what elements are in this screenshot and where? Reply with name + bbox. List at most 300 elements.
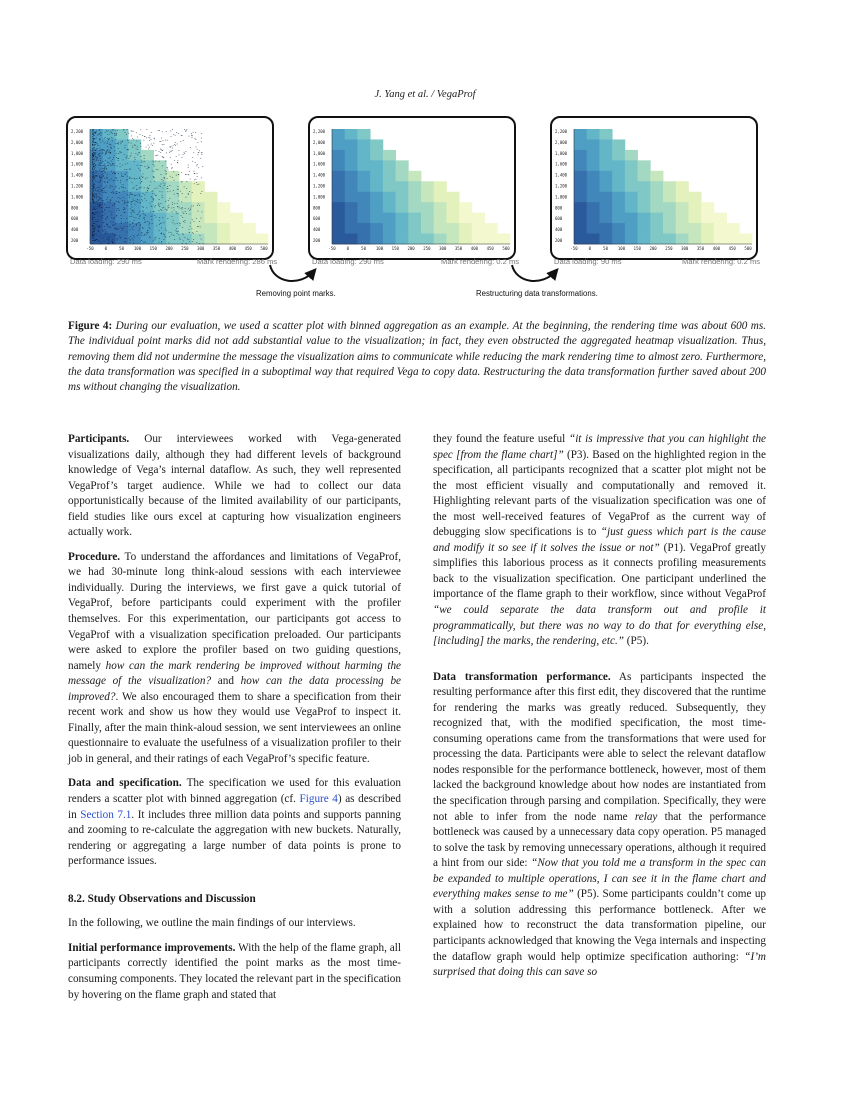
figure-link[interactable]: Figure 4 — [299, 793, 338, 806]
scatter-point — [95, 153, 96, 154]
scatter-point — [195, 132, 196, 133]
section-link[interactable]: Section 7.1 — [80, 808, 132, 821]
scatter-point — [125, 222, 126, 223]
heatmap-cell — [204, 234, 217, 245]
scatter-point — [115, 223, 116, 224]
heatmap-cell — [421, 223, 434, 234]
scatter-point — [147, 166, 148, 167]
scatter-point — [159, 199, 160, 200]
scatter-point — [119, 236, 120, 237]
scatter-point — [109, 227, 110, 228]
scatter-point — [126, 226, 127, 227]
scatter-point — [121, 223, 122, 224]
scatter-point — [144, 222, 145, 223]
scatter-point — [184, 152, 185, 153]
scatter-point — [104, 241, 105, 242]
scatter-point — [147, 191, 148, 192]
scatter-point — [96, 225, 97, 226]
heatmap-cell — [357, 139, 370, 150]
scatter-point — [159, 230, 160, 231]
scatter-point — [92, 218, 93, 219]
scatter-point — [95, 175, 96, 176]
heatmap-cell — [383, 223, 396, 234]
heatmap-cell — [345, 139, 358, 150]
y-tick-label: 2,000 — [313, 139, 326, 145]
scatter-point — [124, 148, 125, 149]
scatter-point — [169, 147, 170, 148]
scatter-point — [111, 132, 112, 133]
scatter-point — [93, 131, 94, 132]
scatter-point — [146, 232, 147, 233]
scatter-point — [101, 190, 102, 191]
scatter-point — [135, 195, 136, 196]
scatter-point — [100, 179, 101, 180]
scatter-point — [173, 235, 174, 236]
scatter-point — [109, 163, 110, 164]
scatter-point — [103, 201, 104, 202]
heatmap-cell — [357, 234, 370, 245]
scatter-point — [144, 198, 145, 199]
scatter-point — [94, 233, 95, 234]
heatmap-cell — [459, 223, 472, 234]
heatmap-cell — [638, 181, 651, 192]
scatter-point — [106, 178, 107, 179]
scatter-point — [134, 220, 135, 221]
heatmap-cell — [587, 192, 600, 203]
scatter-point — [97, 216, 98, 217]
scatter-point — [136, 225, 137, 226]
scatter-point — [166, 131, 167, 132]
scatter-point — [127, 163, 128, 164]
scatter-point — [120, 182, 121, 183]
heatmap-cell — [357, 192, 370, 203]
scatter-point — [159, 218, 160, 219]
scatter-point — [134, 161, 135, 162]
scatter-point — [107, 150, 108, 151]
scatter-point — [93, 172, 94, 173]
heatmap-cell — [383, 171, 396, 182]
scatter-point — [190, 223, 191, 224]
scatter-point — [131, 194, 132, 195]
scatter-point — [179, 226, 180, 227]
scatter-point — [95, 132, 96, 133]
heatmap-cell — [90, 181, 103, 192]
scatter-point — [109, 202, 110, 203]
scatter-point — [133, 240, 134, 241]
scatter-point — [175, 145, 176, 146]
scatter-point — [137, 137, 138, 138]
paragraph-text: and — [217, 675, 234, 688]
scatter-point — [92, 145, 93, 146]
scatter-point — [96, 197, 97, 198]
scatter-point — [92, 233, 93, 234]
scatter-point — [192, 232, 193, 233]
scatter-point — [93, 178, 94, 179]
scatter-point — [146, 129, 147, 130]
scatter-point — [131, 143, 132, 144]
scatter-point — [92, 236, 93, 237]
scatter-point — [107, 146, 108, 147]
scatter-point — [174, 194, 175, 195]
scatter-point — [96, 160, 97, 161]
scatter-point — [129, 242, 130, 243]
scatter-point — [115, 139, 116, 140]
scatter-point — [176, 213, 177, 214]
scatter-point — [113, 157, 114, 158]
paragraph-text: To understand the affordances and limitations of VegaProf, we had 30-minute long think-aloud sessions with each interviewee individually. During the interviews, we first gave a quick tutorial of VegaProf, before participants could experiment with the profiler themselves. For this experimentation, our participants got access to VegaProf with a visualization specification preloaded. Our participants were asked to explore the profiler based on two guiding questions, namely — [68, 550, 401, 672]
scatter-point — [92, 194, 93, 195]
scatter-point — [195, 162, 196, 163]
scatter-point — [93, 182, 94, 183]
heatmap-cell — [408, 202, 421, 213]
heatmap-cell — [650, 223, 663, 234]
scatter-point — [133, 140, 134, 141]
scatter-point — [114, 180, 115, 181]
scatter-point — [182, 181, 183, 182]
scatter-point — [92, 148, 93, 149]
heatmap-cell — [638, 160, 651, 171]
scatter-point — [117, 143, 118, 144]
scatter-point — [130, 239, 131, 240]
scatter-point — [149, 237, 150, 238]
scatter-point — [188, 165, 189, 166]
scatter-point — [125, 145, 126, 146]
heatmap-cell — [650, 181, 663, 192]
heatmap-cell — [179, 181, 192, 192]
scatter-point — [112, 197, 113, 198]
scatter-point — [109, 201, 110, 202]
scatter-point — [179, 208, 180, 209]
scatter-point — [104, 182, 105, 183]
heatmap-cell — [599, 223, 612, 234]
scatter-point — [94, 163, 95, 164]
heatmap-cell — [370, 234, 383, 245]
scatter-point — [108, 140, 109, 141]
scatter-point — [108, 242, 109, 243]
scatter-point — [123, 197, 124, 198]
scatter-point — [112, 205, 113, 206]
scatter-point — [108, 243, 109, 244]
scatter-point — [189, 214, 190, 215]
scatter-point — [100, 191, 101, 192]
scatter-point — [93, 240, 94, 241]
heatmap-cell — [103, 223, 116, 234]
figure-label: Figure 4: — [68, 320, 113, 332]
scatter-point — [140, 134, 141, 135]
heatmap-chart-optimized — [552, 118, 758, 260]
heatmap-cell — [408, 192, 421, 203]
scatter-point — [144, 195, 145, 196]
scatter-point — [103, 149, 104, 150]
scatter-point — [202, 166, 203, 167]
scatter-point — [97, 228, 98, 229]
scatter-point — [148, 232, 149, 233]
scatter-point — [188, 194, 189, 195]
heatmap-cell — [128, 150, 141, 161]
scatter-point — [106, 224, 107, 225]
scatter-point — [167, 140, 168, 141]
scatter-point — [105, 167, 106, 168]
panel-2-data-loading: Data loading: 290 ms — [312, 257, 384, 266]
y-tick-label: 1,400 — [313, 172, 326, 178]
paragraph-participants — [68, 432, 401, 541]
scatter-point — [199, 205, 200, 206]
heatmap-cell — [383, 192, 396, 203]
scatter-point — [97, 159, 98, 160]
paragraph-text: (P1). VegaProf greatly simplifies this laborious process as it connects profiling measurements back to the visualization specification. One participant underlined the importance of the flame graph to their workflow, since without VegaProf — [433, 541, 766, 601]
scatter-point — [113, 129, 114, 130]
scatter-point — [102, 204, 103, 205]
heatmap-cell — [357, 160, 370, 171]
scatter-point — [164, 178, 165, 179]
y-tick-label: 600 — [313, 216, 321, 222]
scatter-point — [96, 187, 97, 188]
scatter-point — [122, 191, 123, 192]
scatter-point — [127, 222, 128, 223]
heatmap-cell — [434, 181, 447, 192]
scatter-point — [186, 129, 187, 130]
scatter-point — [96, 176, 97, 177]
scatter-point — [154, 211, 155, 212]
scatter-point — [158, 242, 159, 243]
heatmap-cell — [714, 223, 727, 234]
scatter-point — [129, 177, 130, 178]
scatter-point — [125, 238, 126, 239]
scatter-point — [139, 211, 140, 212]
figure-panel-2 — [308, 116, 516, 260]
scatter-point — [149, 228, 150, 229]
scatter-point — [191, 206, 192, 207]
scatter-point — [143, 193, 144, 194]
scatter-point — [176, 231, 177, 232]
scatter-point — [112, 241, 113, 242]
heatmap-chart — [310, 118, 516, 260]
scatter-point — [97, 148, 98, 149]
scatter-point — [196, 242, 197, 243]
scatter-point — [171, 208, 172, 209]
scatter-point — [110, 165, 111, 166]
scatter-point — [189, 229, 190, 230]
scatter-point — [94, 178, 95, 179]
y-tick-label: 2,200 — [555, 129, 568, 134]
scatter-point — [127, 191, 128, 192]
scatter-point — [120, 167, 121, 168]
scatter-point — [100, 182, 101, 183]
scatter-point — [162, 192, 163, 193]
scatter-point — [181, 216, 182, 217]
scatter-point — [194, 184, 195, 185]
scatter-point — [110, 144, 111, 145]
scatter-point — [139, 177, 140, 178]
scatter-point — [95, 150, 96, 151]
scatter-point — [201, 212, 202, 213]
scatter-point — [132, 201, 133, 202]
scatter-point — [197, 184, 198, 185]
scatter-point — [154, 207, 155, 208]
scatter-point — [145, 215, 146, 216]
scatter-point — [140, 165, 141, 166]
scatter-point — [92, 199, 93, 200]
scatter-point — [175, 135, 176, 136]
scatter-point — [184, 129, 185, 130]
scatter-point — [97, 235, 98, 236]
scatter-point — [99, 133, 100, 134]
heatmap-cell — [574, 223, 587, 234]
scatter-point — [194, 180, 195, 181]
scatter-point — [121, 176, 122, 177]
scatter-point — [131, 204, 132, 205]
scatter-point — [109, 144, 110, 145]
scatter-point — [94, 196, 95, 197]
scatter-point — [100, 135, 101, 136]
scatter-point — [162, 197, 163, 198]
heatmap-cell — [701, 223, 714, 234]
scatter-point — [167, 188, 168, 189]
scatter-point — [98, 203, 99, 204]
heatmap-cell — [332, 223, 345, 234]
scatter-point — [104, 214, 105, 215]
scatter-point — [137, 195, 138, 196]
scatter-point — [127, 201, 128, 202]
scatter-point — [168, 243, 169, 244]
scatter-point — [105, 193, 106, 194]
scatter-point — [96, 196, 97, 197]
scatter-point — [95, 157, 96, 158]
heatmap-cell — [638, 234, 651, 245]
heatmap-cell — [154, 192, 167, 203]
paragraph-text: Our interviewees worked with Vega-generated visualizations daily, although they had different levels of background knowledge of Vega’s internal dataflow. As such, they well represented VegaProf’s target audience. While we had to collect our data opportunistically because of the limited availability of our participants, field studies like ours excel at capturing how visualization engineers actually work. — [68, 433, 401, 539]
participant-quote: “it is impressive that you can highlight the spec [from the flame chart]” — [433, 433, 767, 461]
y-tick-label: 800 — [313, 205, 321, 211]
scatter-point — [149, 227, 150, 228]
figure-caption-text: During our evaluation, we used a scatter plot with binned aggregation as an example. At the beginning, the rendering time was about 600 ms. The individual point marks did not add substantial value to the visualization; in fact, they even obstructed the aggregated heatmap visualization. Thus, removing them did not undermine the message the visualization aims to communicate while reducing the mark rendering time to almost zero. Furthermore, the data transformation was specified in a suboptimal way that required Vega to copy data. Restructuring the data transformation further saved about 200 ms without changing the visualization. — [68, 320, 766, 394]
scatter-point — [177, 163, 178, 164]
scatter-point — [95, 181, 96, 182]
paragraph-title: Initial performance improvements. — [68, 941, 236, 954]
heatmap-cell — [357, 213, 370, 224]
scatter-point — [131, 178, 132, 179]
scatter-point — [163, 239, 164, 240]
scatter-point — [103, 237, 104, 238]
heatmap-cell — [663, 213, 676, 224]
heatmap-cell — [638, 202, 651, 213]
heatmap-cell — [396, 171, 409, 182]
heatmap-cell — [688, 192, 701, 203]
scatter-point — [111, 148, 112, 149]
scatter-point — [182, 227, 183, 228]
scatter-point — [125, 174, 126, 175]
heatmap-cell — [688, 234, 701, 245]
heatmap-cell — [676, 213, 689, 224]
scatter-point — [92, 198, 93, 199]
scatter-point — [182, 234, 183, 235]
scatter-point — [126, 169, 127, 170]
scatter-point — [92, 176, 93, 177]
scatter-point — [104, 178, 105, 179]
scatter-point — [103, 192, 104, 193]
scatter-point — [136, 149, 137, 150]
scatter-point — [135, 159, 136, 160]
scatter-point — [145, 242, 146, 243]
scatter-point — [177, 144, 178, 145]
scatter-point — [163, 180, 164, 181]
scatter-point — [104, 138, 105, 139]
scatter-point — [114, 165, 115, 166]
scatter-point — [174, 144, 175, 145]
heatmap-cell — [141, 234, 154, 245]
scatter-point — [109, 157, 110, 158]
scatter-point — [99, 148, 100, 149]
scatter-point — [93, 195, 94, 196]
heatmap-cell — [599, 150, 612, 161]
scatter-point — [103, 165, 104, 166]
scatter-point — [96, 172, 97, 173]
scatter-point — [120, 238, 121, 239]
scatter-point — [99, 225, 100, 226]
scatter-point — [92, 215, 93, 216]
scatter-point — [100, 158, 101, 159]
scatter-point — [157, 170, 158, 171]
scatter-point — [124, 201, 125, 202]
scatter-point — [176, 211, 177, 212]
scatter-point — [99, 166, 100, 167]
heatmap-cell — [154, 223, 167, 234]
heatmap-cell — [383, 160, 396, 171]
scatter-point — [192, 157, 193, 158]
scatter-point — [182, 217, 183, 218]
x-tick-label: 350 — [454, 246, 463, 251]
heatmap-cell — [345, 171, 358, 182]
scatter-point — [113, 193, 114, 194]
scatter-point — [172, 148, 173, 149]
scatter-point — [92, 206, 93, 207]
scatter-point — [159, 206, 160, 207]
scatter-point — [115, 131, 116, 132]
heatmap-cell — [727, 234, 740, 245]
scatter-point — [133, 243, 134, 244]
scatter-point — [111, 192, 112, 193]
scatter-point — [127, 176, 128, 177]
scatter-point — [142, 211, 143, 212]
scatter-point — [97, 145, 98, 146]
scatter-point — [109, 150, 110, 151]
scatter-point — [94, 153, 95, 154]
scatter-point — [123, 210, 124, 211]
scatter-point — [177, 207, 178, 208]
scatter-point — [172, 150, 173, 151]
scatter-point — [171, 216, 172, 217]
scatter-point — [172, 167, 173, 168]
scatter-point — [107, 162, 108, 163]
scatter-point — [131, 216, 132, 217]
scatter-point — [139, 194, 140, 195]
paragraph-title: Data transformation performance. — [433, 670, 611, 683]
scatter-point — [160, 174, 161, 175]
heatmap-cell — [701, 234, 714, 245]
scatter-point — [179, 155, 180, 156]
heatmap-cell — [154, 171, 167, 182]
scatter-point — [102, 150, 103, 151]
scatter-point — [200, 235, 201, 236]
heatmap-cell — [497, 234, 510, 245]
scatter-point — [112, 173, 113, 174]
scatter-point — [141, 199, 142, 200]
scatter-point — [119, 192, 120, 193]
y-tick-label: 600 — [555, 216, 563, 222]
scatter-point — [94, 132, 95, 133]
scatter-point — [134, 187, 135, 188]
heatmap-cell — [230, 223, 243, 234]
